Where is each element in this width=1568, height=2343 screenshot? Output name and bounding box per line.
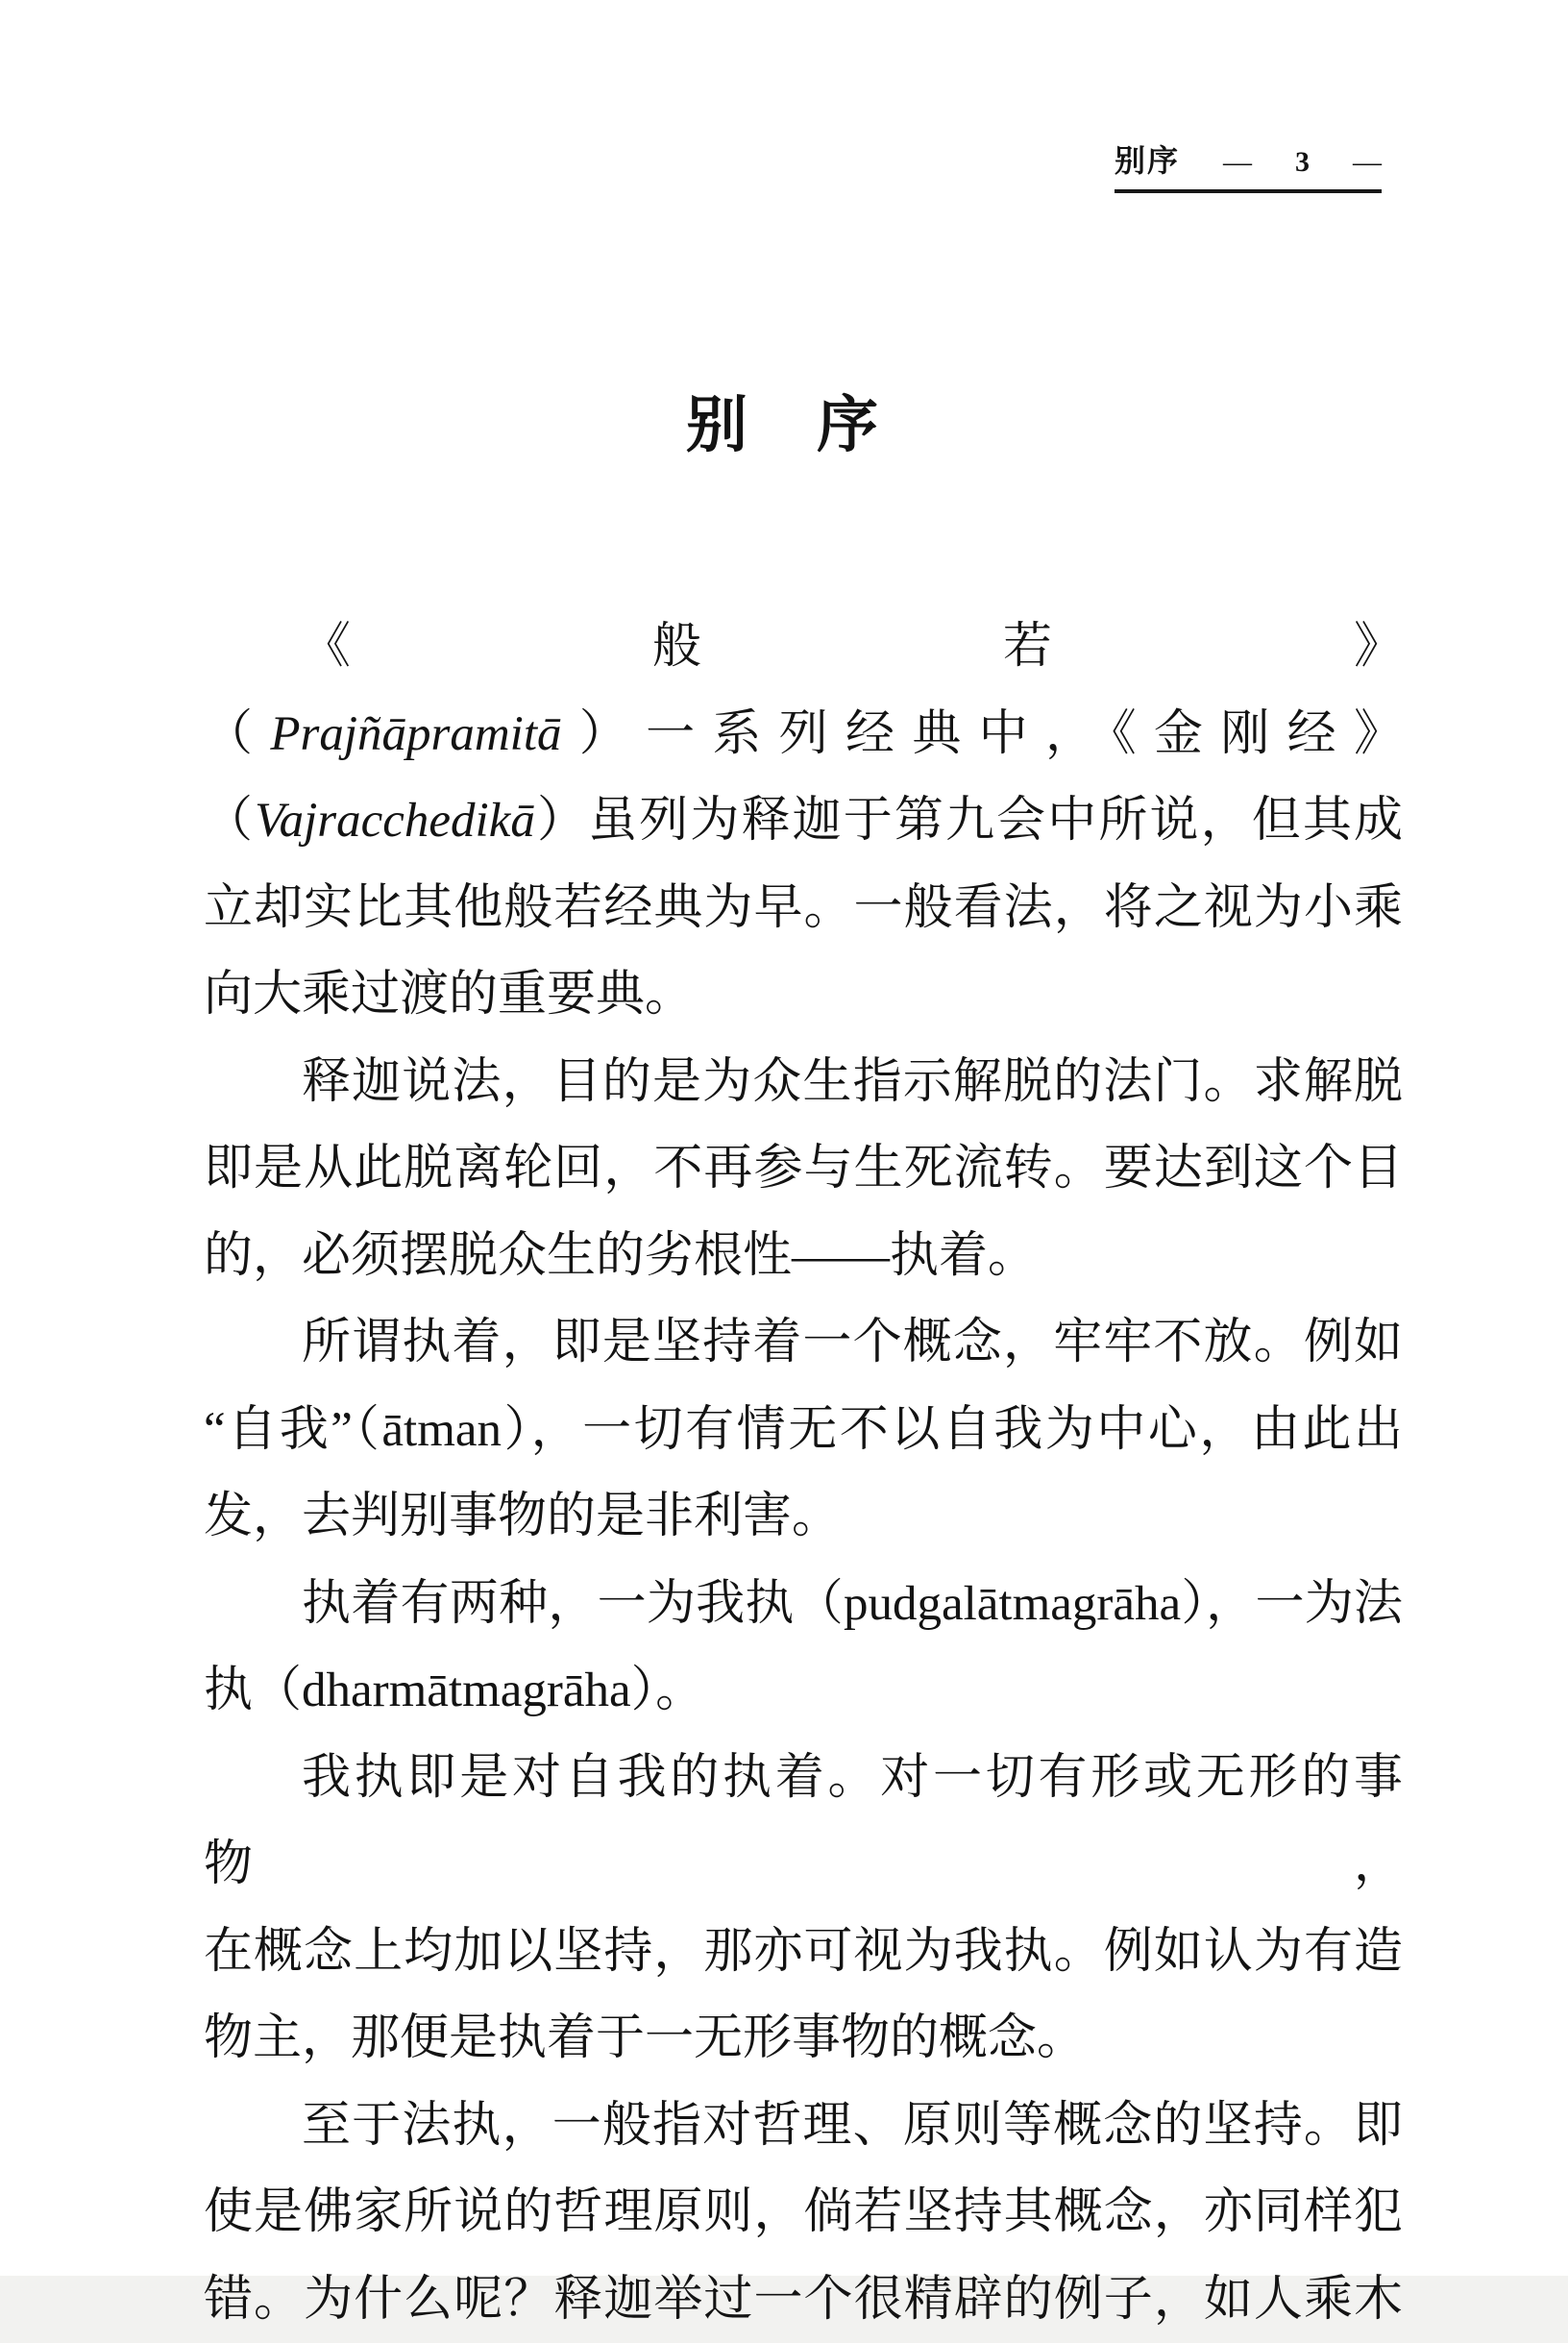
chapter-title: 别 序 <box>0 392 1568 459</box>
text-line: 的，必须摆脱众生的劣根性——执着。 <box>204 1213 1403 1300</box>
header-dash-left: — <box>1223 146 1252 178</box>
header-dash-right: — <box>1353 146 1382 178</box>
text-line: “自我”（ātman），一切有情无不以自我为中心，由此出 <box>204 1387 1403 1474</box>
text-line: 至于法执，一般指对哲理、原则等概念的坚持。即 <box>204 2083 1403 2170</box>
text-line: 执着有两种，一为我执（pudgalātmagrāha），一为法 <box>204 1561 1403 1648</box>
text-line: 即是从此脱离轮回，不再参与生死流转。要达到这个目 <box>204 1125 1403 1213</box>
text-line: 所谓执着，即是坚持着一个概念，牢牢不放。例如 <box>204 1299 1403 1387</box>
text-line: 使是佛家所说的哲理原则，倘若坚持其概念，亦同样犯 <box>204 2169 1403 2257</box>
text-segment: （ <box>204 794 255 848</box>
chapter-label: 别序 <box>1115 144 1180 178</box>
text-line: 物主，那便是执着于一无形事物的概念。 <box>204 1995 1403 2083</box>
text-segment-latin: Vajracchedikā <box>255 794 535 848</box>
text-segment: ）虽列为释迦于第九会中所说，但其成 <box>535 794 1403 848</box>
running-header <box>1115 144 1382 193</box>
text-segment: 《般若》（ <box>204 620 1403 761</box>
body-text <box>204 604 1403 2343</box>
text-line: 释迦说法，目的是为众生指示解脱的法门。求解脱 <box>204 1039 1403 1126</box>
text-line: 发，去判别事物的是非利害。 <box>204 1473 1403 1561</box>
text-line: 我执即是对自我的执着。对一切有形或无形的事物， <box>204 1735 1403 1909</box>
text-line: 在概念上均加以坚持，那亦可视为我执。例如认为有造 <box>204 1909 1403 1996</box>
text-segment: ）一系列经典中，《金刚经》 <box>562 707 1403 761</box>
text-segment-latin: Prajñāpramitā <box>270 707 561 761</box>
text-line: 立却实比其他般若经典为早。一般看法，将之视为小乘 <box>204 865 1403 952</box>
text-line <box>204 777 1403 865</box>
text-line <box>204 604 1403 777</box>
text-line: 执（dharmātmagrāha）。 <box>204 1647 1403 1735</box>
text-line: 错。为什么呢？释迦举过一个很精辟的例子，如人乘木 <box>204 2257 1403 2343</box>
page-number: 3 <box>1295 146 1310 178</box>
text-line: 向大乘过渡的重要典。 <box>204 951 1403 1039</box>
